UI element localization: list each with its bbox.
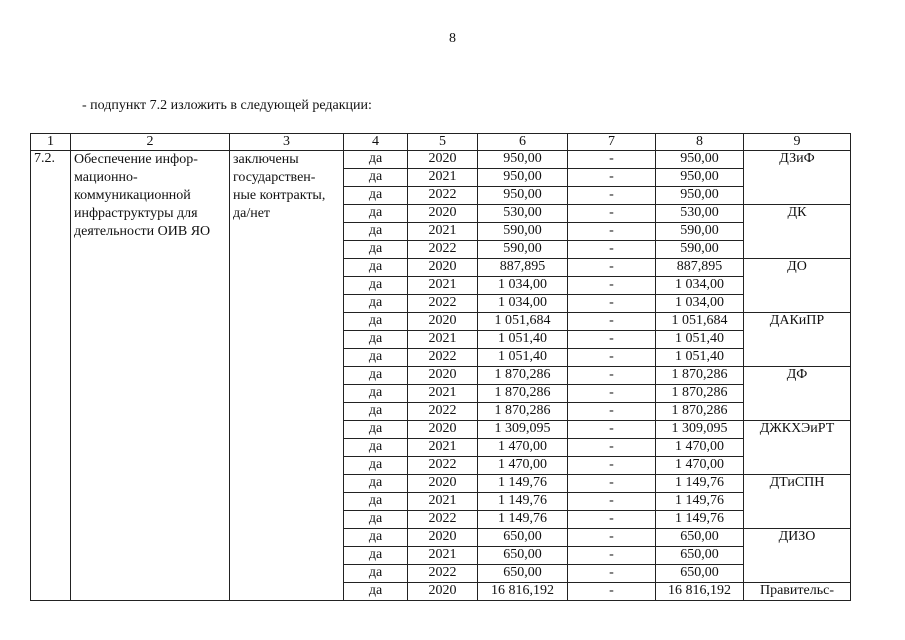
- header-cell: 3: [230, 134, 344, 151]
- executor-cell: ДО: [744, 259, 851, 313]
- cell-amount-total: 1 034,00: [478, 295, 568, 313]
- item-description-line: мационно-: [74, 170, 138, 185]
- page-number: 8: [449, 31, 456, 46]
- cell-year: 2022: [408, 511, 478, 529]
- cell-year: 2020: [408, 151, 478, 169]
- cell-year: 2021: [408, 385, 478, 403]
- cell-year: 2020: [408, 259, 478, 277]
- cell-plan-value: да: [344, 529, 408, 547]
- cell-plan-value: да: [344, 151, 408, 169]
- cell-federal: -: [568, 529, 656, 547]
- cell-plan-value: да: [344, 511, 408, 529]
- cell-plan-value: да: [344, 223, 408, 241]
- cell-amount-regional: 1 051,40: [656, 331, 744, 349]
- cell-amount-regional: 1 034,00: [656, 295, 744, 313]
- cell-plan-value: да: [344, 475, 408, 493]
- item-indicator-line: да/нет: [233, 206, 271, 221]
- cell-federal: -: [568, 259, 656, 277]
- cell-amount-regional: 530,00: [656, 205, 744, 223]
- cell-amount-regional: 950,00: [656, 169, 744, 187]
- cell-federal: -: [568, 367, 656, 385]
- cell-year: 2021: [408, 277, 478, 295]
- cell-year: 2022: [408, 187, 478, 205]
- item-indicator: [230, 151, 344, 601]
- cell-year: 2020: [408, 367, 478, 385]
- cell-amount-total: 1 051,40: [478, 349, 568, 367]
- cell-year: 2020: [408, 205, 478, 223]
- item-indicator-line: государствен-: [233, 170, 316, 185]
- cell-federal: -: [568, 475, 656, 493]
- cell-amount-regional: 887,895: [656, 259, 744, 277]
- cell-amount-total: 950,00: [478, 187, 568, 205]
- cell-amount-regional: 1 034,00: [656, 277, 744, 295]
- header-cell: 8: [656, 134, 744, 151]
- cell-amount-regional: 16 816,192: [656, 583, 744, 601]
- cell-amount-total: 1 470,00: [478, 457, 568, 475]
- cell-federal: -: [568, 277, 656, 295]
- item-indicator-line: заключены: [233, 152, 299, 167]
- cell-federal: -: [568, 385, 656, 403]
- header-cell: 1: [31, 134, 71, 151]
- cell-amount-regional: 590,00: [656, 241, 744, 259]
- cell-year: 2021: [408, 547, 478, 565]
- cell-amount-regional: 1 149,76: [656, 493, 744, 511]
- executor-cell: ДФ: [744, 367, 851, 421]
- header-cell: 4: [344, 134, 408, 151]
- executor-cell: ДЗиФ: [744, 151, 851, 205]
- cell-amount-regional: 1 870,286: [656, 403, 744, 421]
- cell-amount-regional: 650,00: [656, 529, 744, 547]
- cell-year: 2022: [408, 457, 478, 475]
- cell-amount-total: 650,00: [478, 565, 568, 583]
- item-description-line: деятельности ОИВ ЯО: [74, 224, 211, 239]
- item-description-line: инфраструктуры для: [74, 206, 198, 221]
- cell-plan-value: да: [344, 241, 408, 259]
- cell-federal: -: [568, 547, 656, 565]
- cell-amount-total: 1 149,76: [478, 511, 568, 529]
- cell-amount-regional: 590,00: [656, 223, 744, 241]
- cell-federal: -: [568, 493, 656, 511]
- cell-amount-total: 530,00: [478, 205, 568, 223]
- item-description: [71, 151, 230, 601]
- cell-year: 2020: [408, 475, 478, 493]
- table-body: [31, 151, 851, 601]
- cell-year: 2022: [408, 565, 478, 583]
- cell-federal: -: [568, 439, 656, 457]
- cell-year: 2020: [408, 529, 478, 547]
- cell-plan-value: да: [344, 295, 408, 313]
- cell-federal: -: [568, 331, 656, 349]
- cell-plan-value: да: [344, 583, 408, 601]
- cell-amount-regional: 650,00: [656, 547, 744, 565]
- cell-plan-value: да: [344, 565, 408, 583]
- cell-year: 2020: [408, 421, 478, 439]
- cell-amount-regional: 1 309,095: [656, 421, 744, 439]
- cell-amount-regional: 1 149,76: [656, 511, 744, 529]
- item-description-line: коммуникационной: [74, 188, 191, 203]
- cell-plan-value: да: [344, 547, 408, 565]
- cell-amount-total: 1 149,76: [478, 475, 568, 493]
- cell-plan-value: да: [344, 169, 408, 187]
- cell-amount-total: 1 034,00: [478, 277, 568, 295]
- cell-plan-value: да: [344, 367, 408, 385]
- cell-amount-regional: 1 051,684: [656, 313, 744, 331]
- cell-plan-value: да: [344, 457, 408, 475]
- cell-plan-value: да: [344, 421, 408, 439]
- cell-federal: -: [568, 151, 656, 169]
- executor-cell: ДИЗО: [744, 529, 851, 583]
- header-cell: 6: [478, 134, 568, 151]
- cell-federal: -: [568, 205, 656, 223]
- cell-federal: -: [568, 313, 656, 331]
- cell-year: 2021: [408, 493, 478, 511]
- program-table: [30, 133, 851, 601]
- cell-federal: -: [568, 403, 656, 421]
- cell-plan-value: да: [344, 439, 408, 457]
- cell-plan-value: да: [344, 331, 408, 349]
- cell-plan-value: да: [344, 385, 408, 403]
- cell-plan-value: да: [344, 349, 408, 367]
- cell-amount-regional: 1 470,00: [656, 439, 744, 457]
- cell-amount-regional: 1 870,286: [656, 367, 744, 385]
- cell-amount-total: 650,00: [478, 547, 568, 565]
- item-description-line: Обеспечение инфор-: [74, 152, 198, 167]
- cell-amount-regional: 1 470,00: [656, 457, 744, 475]
- cell-amount-regional: 950,00: [656, 187, 744, 205]
- cell-year: 2022: [408, 403, 478, 421]
- cell-plan-value: да: [344, 403, 408, 421]
- cell-amount-total: 16 816,192: [478, 583, 568, 601]
- item-indicator-line: ные контракты,: [233, 188, 326, 203]
- cell-amount-total: 1 051,684: [478, 313, 568, 331]
- cell-plan-value: да: [344, 493, 408, 511]
- cell-plan-value: да: [344, 277, 408, 295]
- cell-federal: -: [568, 169, 656, 187]
- cell-year: 2022: [408, 349, 478, 367]
- cell-year: 2020: [408, 313, 478, 331]
- cell-amount-regional: 1 051,40: [656, 349, 744, 367]
- cell-amount-regional: 1 870,286: [656, 385, 744, 403]
- cell-amount-total: 1 870,286: [478, 385, 568, 403]
- cell-federal: -: [568, 241, 656, 259]
- cell-amount-regional: 1 149,76: [656, 475, 744, 493]
- executor-cell: ДАКиПР: [744, 313, 851, 367]
- cell-plan-value: да: [344, 205, 408, 223]
- cell-federal: -: [568, 295, 656, 313]
- cell-amount-total: 1 870,286: [478, 367, 568, 385]
- cell-amount-total: 1 149,76: [478, 493, 568, 511]
- cell-amount-total: 887,895: [478, 259, 568, 277]
- cell-federal: -: [568, 565, 656, 583]
- cell-amount-total: 650,00: [478, 529, 568, 547]
- header-row: [31, 134, 851, 151]
- cell-amount-total: 590,00: [478, 223, 568, 241]
- cell-year: 2020: [408, 583, 478, 601]
- cell-amount-regional: 650,00: [656, 565, 744, 583]
- cell-federal: -: [568, 223, 656, 241]
- cell-year: 2021: [408, 223, 478, 241]
- cell-federal: -: [568, 457, 656, 475]
- cell-federal: -: [568, 421, 656, 439]
- executor-cell: Правительс-: [744, 583, 851, 601]
- cell-plan-value: да: [344, 187, 408, 205]
- cell-federal: -: [568, 511, 656, 529]
- header-cell: 7: [568, 134, 656, 151]
- cell-year: 2021: [408, 331, 478, 349]
- cell-plan-value: да: [344, 259, 408, 277]
- cell-amount-total: 1 051,40: [478, 331, 568, 349]
- cell-plan-value: да: [344, 313, 408, 331]
- header-cell: 2: [71, 134, 230, 151]
- cell-amount-total: 950,00: [478, 151, 568, 169]
- header-cell: 9: [744, 134, 851, 151]
- cell-year: 2021: [408, 439, 478, 457]
- cell-amount-total: 1 470,00: [478, 439, 568, 457]
- executor-cell: ДК: [744, 205, 851, 259]
- cell-year: 2021: [408, 169, 478, 187]
- cell-amount-total: 590,00: [478, 241, 568, 259]
- table-row: [31, 151, 851, 169]
- intro-text: - подпункт 7.2 изложить в следующей редакции:: [82, 98, 372, 113]
- cell-amount-total: 1 309,095: [478, 421, 568, 439]
- cell-year: 2022: [408, 241, 478, 259]
- executor-cell: ДЖКХЭиРТ: [744, 421, 851, 475]
- cell-federal: -: [568, 583, 656, 601]
- cell-federal: -: [568, 187, 656, 205]
- item-number: 7.2.: [31, 151, 71, 601]
- cell-year: 2022: [408, 295, 478, 313]
- executor-cell: ДТиСПН: [744, 475, 851, 529]
- cell-federal: -: [568, 349, 656, 367]
- cell-amount-regional: 950,00: [656, 151, 744, 169]
- cell-amount-total: 1 870,286: [478, 403, 568, 421]
- header-cell: 5: [408, 134, 478, 151]
- cell-amount-total: 950,00: [478, 169, 568, 187]
